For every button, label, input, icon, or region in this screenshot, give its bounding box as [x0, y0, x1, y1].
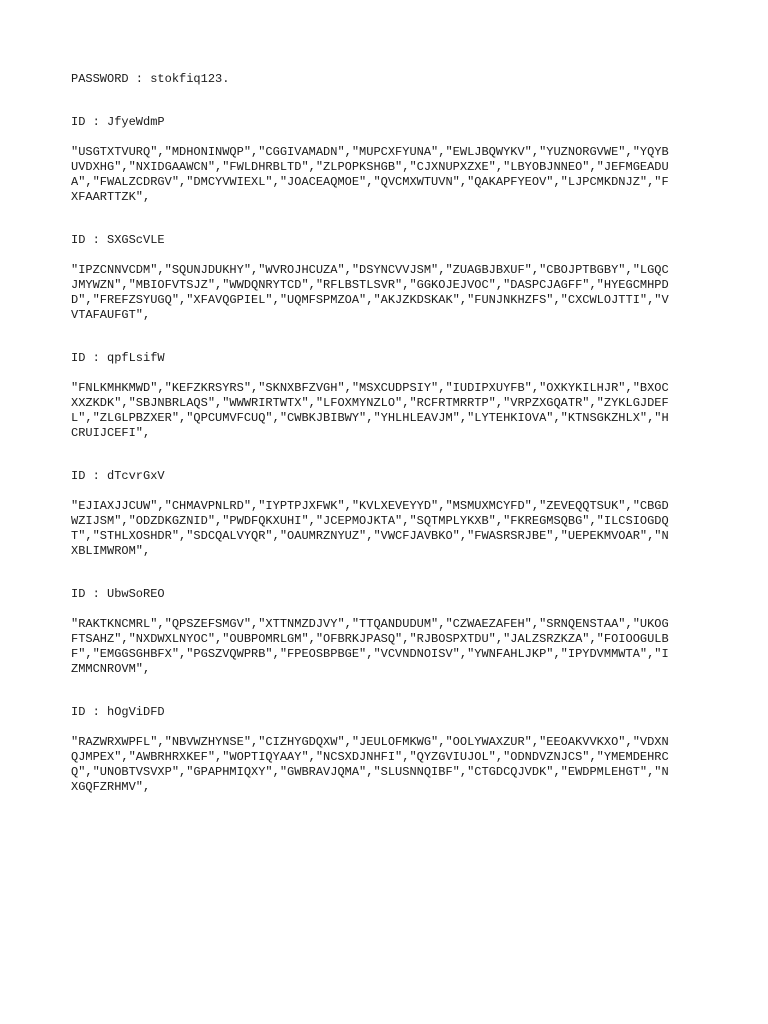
record-data-line: "RAKTKNCMRL","QPSZEFSMGV","XTTNMZDJVY","TTQANDUDUM","CZWAEZAFEH","SRNQENSTAA","UKOG — [71, 617, 669, 631]
record-data-line: VTAFAUFGT", — [71, 308, 151, 322]
record-block — [71, 233, 698, 323]
record-data-line: F","EMGGSGHBFX","PGSZVQWPRB","FPEOSBPBGE","VCVNDNOISV","YWNFAHLJKP","IPYDVMMWTA","I — [71, 647, 669, 661]
record-block — [71, 705, 698, 795]
record-data-line: XBLIMWROM", — [71, 544, 151, 558]
record-data-line: XFAARTTZK", — [71, 190, 151, 204]
record-block — [71, 469, 698, 559]
record-data-line: XXZKDK","SBJNBRLAQS","WWWRIRTWTX","LFOXMYNZLO","RCFRTMRRTP","VRPZXGQATR","ZYKLGJDEF — [71, 396, 669, 410]
record-block — [71, 587, 698, 677]
password-line: PASSWORD : stokfiq123. — [71, 72, 230, 86]
record-data-line: L","ZLGLPBZXER","QPCUMVFCUQ","CWBKJBIBWY","YHLHLEAVJM","LYTEHKIOVA","KTNSGKZHLX","H — [71, 411, 669, 425]
record-data-line: "EJIAXJJCUW","CHMAVPNLRD","IYPTPJXFWK","KVLXEVEYYD","MSMUXMCYFD","ZEVEQQTSUK","CBGD — [71, 499, 669, 513]
record-data-line: ZMMCNROVM", — [71, 662, 151, 676]
record-id: ID : dTcvrGxV — [71, 469, 165, 483]
record-data-line: CRUIJCEFI", — [71, 426, 151, 440]
record-data-line: QJMPEX","AWBRHRXKEF","WOPTIQYAAY","NCSXDJNHFI","QYZGVIUJOL","ODNDVZNJCS","YMEMDEHRC — [71, 750, 669, 764]
record-data-line: D","FREFZSYUGQ","XFAVQGPIEL","UQMFSPMZOA","AKJZKDSKAK","FUNJNKHZFS","CXCWLOJTTI","V — [71, 293, 669, 307]
record-id: ID : SXGScVLE — [71, 233, 165, 247]
record-data-line: T","STHLXOSHDR","SDCQALVYQR","OAUMRZNYUZ","VWCFJAVBKO","FWASRSRJBE","UEPEKMVOAR","N — [71, 529, 669, 543]
record-data-line: "FNLKMHKMWD","KEFZKRSYRS","SKNXBFZVGH","MSXCUDPSIY","IUDIPXUYFB","OXKYKILHJR","BXOC — [71, 381, 669, 395]
record-block — [71, 351, 698, 441]
record-data-line: WZIJSM","ODZDKGZNID","PWDFQKXUHI","JCEPMOJKTA","SQTMPLYKXB","FKREGMSQBG","ILCSIOGDQ — [71, 514, 669, 528]
record-data-line: UVDXHG","NXIDGAAWCN","FWLDHRBLTD","ZLPOPKSHGB","CJXNUPXZXE","LBYOBJNNEO","JEFMGEADU — [71, 160, 669, 174]
record-data-line: FTSAHZ","NXDWXLNYOC","OUBPOMRLGM","OFBRKJPASQ","RJBOSPXTDU","JALZSRZKZA","FOIOOGULB — [71, 632, 669, 646]
document-page — [71, 72, 698, 823]
record-data-line: A","FWALZCDRGV","DMCYVWIEXL","JOACEAQMOE","QVCMXWTUVN","QAKAPFYEOV","LJPCMKDNJZ","F — [71, 175, 669, 189]
record-block — [71, 115, 698, 205]
record-id: ID : qpfLsifW — [71, 351, 165, 365]
record-id: ID : UbwSoREO — [71, 587, 165, 601]
record-id: ID : hOgViDFD — [71, 705, 165, 719]
record-data-line: XGQFZRHMV", — [71, 780, 151, 794]
record-data-line: JMYWZN","MBIOFVTSJZ","WWDQNRYTCD","RFLBSTLSVR","GGKOJEJVOC","DASPCJAGFF","HYEGCMHPD — [71, 278, 669, 292]
record-id: ID : JfyeWdmP — [71, 115, 165, 129]
record-data-line: Q","UNOBTVSVXP","GPAPHMIQXY","GWBRAVJQMA","SLUSNNQIBF","CTGDCQJVDK","EWDPMLEHGT","N — [71, 765, 669, 779]
record-data-line: "USGTXTVURQ","MDHONINWQP","CGGIVAMADN","MUPCXFYUNA","EWLJBQWYKV","YUZNORGVWE","YQYB — [71, 145, 669, 159]
record-data-line: "IPZCNNVCDM","SQUNJDUKHY","WVROJHCUZA","DSYNCVVJSM","ZUAGBJBXUF","CBOJPTBGBY","LGQC — [71, 263, 669, 277]
record-data-line: "RAZWRXWPFL","NBVWZHYNSE","CIZHYGDQXW","JEULOFMKWG","OOLYWAXZUR","EEOAKVVKXO","VDXN — [71, 735, 669, 749]
